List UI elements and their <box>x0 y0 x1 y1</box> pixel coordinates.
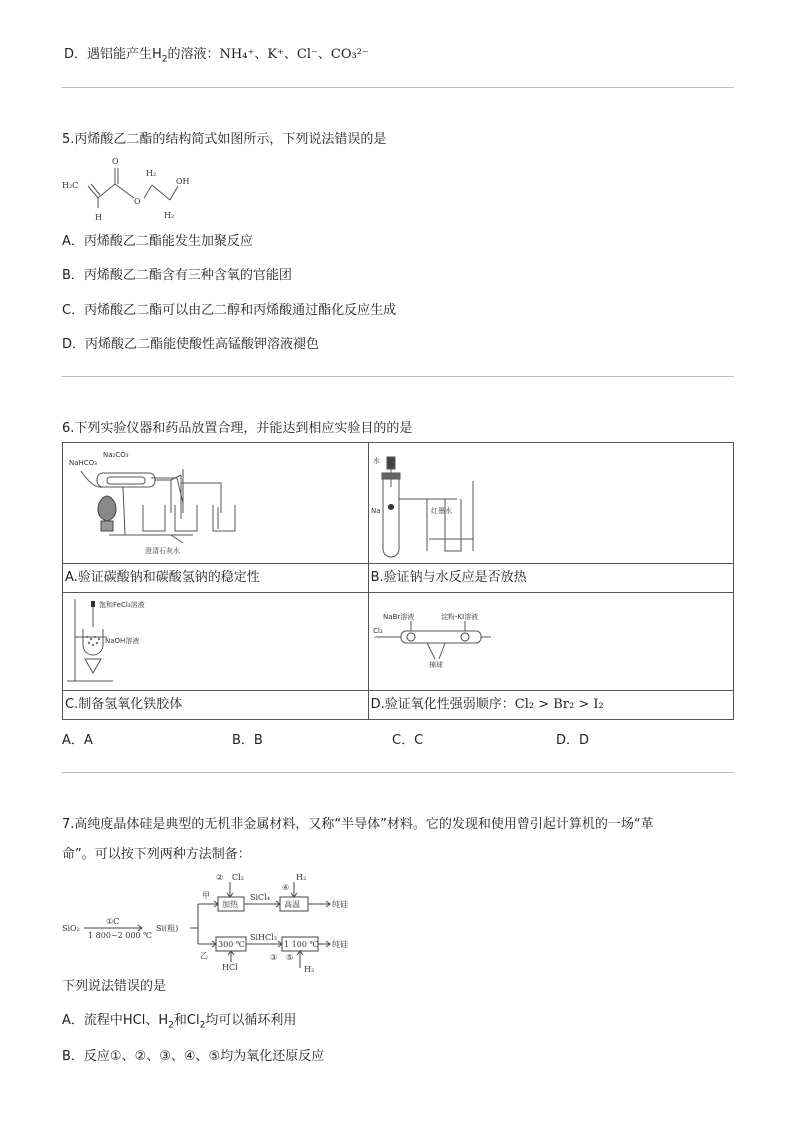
flow-yi: 乙 <box>200 951 208 960</box>
q7-prompt: 下列说法错误的是 <box>62 979 167 994</box>
flow-step5: ⑤ <box>286 953 294 962</box>
label-naoh: NaOH溶液 <box>105 637 140 645</box>
label-fecl3: 饱和FeCl₃溶液 <box>99 601 145 609</box>
label-ki: 淀粉-KI溶液 <box>440 613 478 621</box>
q5-option-d: D．丙烯酸乙二酯能使酸性高锰酸钾溶液褪色 <box>62 337 320 352</box>
q6-answer-a: A．A <box>62 733 93 748</box>
q7-stem-line1: 7.高纯度晶体硅是典型的无机非金属材料，又称“半导体”材料。它的发现和使用曾引起计算机的一场“革 <box>62 817 654 832</box>
flow-h2-b: H₂ <box>304 965 315 974</box>
struct-h: H <box>95 213 102 222</box>
struct-h2-bottom: H₂ <box>164 211 175 220</box>
flow-step4: ④ <box>282 883 290 892</box>
flow-h2-a: H₂ <box>296 873 307 882</box>
flow-high-temp: 高温 <box>284 900 300 909</box>
caption-d: D.验证氧化性强弱顺序：Cl₂ > Br₂ > I₂ <box>368 691 733 720</box>
q6-stem: 6.下列实验仪器和药品放置合理，并能达到相应实验目的的是 <box>62 421 413 436</box>
flow-hcl: HCl <box>222 963 238 972</box>
flow-temp1: 1 800~2 000 ℃ <box>88 931 152 940</box>
apparatus-a-diagram <box>63 443 369 563</box>
label-limewater: 澄清石灰水 <box>145 547 180 555</box>
flow-step2: ② <box>216 873 224 882</box>
struct-o-top: O <box>112 157 119 166</box>
flow-si-crude: Si(粗) <box>156 924 179 933</box>
label-na: Na <box>370 507 381 515</box>
apparatus-d-diagram <box>369 593 735 690</box>
struct-h2c: H₂C <box>62 181 79 190</box>
q7-flow-diagram <box>62 868 362 974</box>
cell-fig-a <box>63 443 369 564</box>
caption-b: B.验证钠与水反应是否放热 <box>368 564 733 593</box>
struct-h2-top: H₂ <box>146 169 157 178</box>
cell-fig-b <box>368 443 733 564</box>
q6-answer-b: B．B <box>232 733 263 748</box>
q5-structure-diagram <box>60 154 210 224</box>
q5-stem: 5.丙烯酸乙二酯的结构简式如图所示，下列说法错误的是 <box>62 132 387 147</box>
flow-t1100: 1 100 ℃ <box>284 940 319 949</box>
label-na2co3: Na₂CO₃ <box>103 451 129 459</box>
cell-fig-d <box>368 593 733 691</box>
q6-answer-d: D．D <box>556 733 590 748</box>
q5-option-b: B．丙烯酸乙二酯含有三种含氧的官能团 <box>62 268 292 283</box>
flow-jia: 甲 <box>202 891 210 900</box>
flow-sio2: SiO₂ <box>62 924 80 933</box>
divider <box>62 772 734 773</box>
flow-step3: ③ <box>270 953 278 962</box>
caption-a: A.验证碳酸钠和碳酸氢钠的稳定性 <box>63 564 369 593</box>
flow-step1: ①C <box>106 917 120 926</box>
label-cl2: Cl₂ <box>372 627 383 635</box>
flow-pure-si-a: 纯硅 <box>332 900 348 909</box>
q5-option-c: C．丙烯酸乙二酯可以由乙二醇和丙烯酸通过酯化反应生成 <box>62 303 397 318</box>
cell-fig-c <box>63 593 369 691</box>
q4-option-d: D．遇铝能产生$H_2$的溶液：NH₄⁺、K⁺、Cl⁻、CO₃²⁻ <box>64 47 369 65</box>
label-water: 水 <box>372 457 380 465</box>
apparatus-b-diagram <box>369 443 735 563</box>
q7-option-b: B．反应①、②、③、④、⑤均为氧化还原反应 <box>62 1049 325 1064</box>
struct-o-mid: O <box>134 197 141 206</box>
flow-pure-si-b: 纯硅 <box>332 940 348 949</box>
q5-option-a: A．丙烯酸乙二酯能发生加聚反应 <box>62 234 253 249</box>
label-ink: 红墨水 <box>430 507 452 515</box>
divider <box>62 87 734 88</box>
caption-c: C.制备氢氧化铁胶体 <box>63 691 369 720</box>
label-nahco3: NaHCO₃ <box>69 459 97 467</box>
flow-t300: 300 ℃ <box>218 940 245 949</box>
divider <box>62 376 734 377</box>
label-cotton: 棉球 <box>428 661 443 669</box>
flow-sihcl3: SiHCl₃ <box>250 933 277 942</box>
label-nabr: NaBr溶液 <box>382 613 414 621</box>
flow-sicl4: SiCl₄ <box>250 893 270 902</box>
q6-answer-c: C．C <box>392 733 424 748</box>
q7-stem-line2: 命”。可以按下列两种方法制备： <box>62 847 251 862</box>
q7-option-a: A．流程中HCl、$H_2$和$Cl_2$均可以循环利用 <box>62 1013 297 1031</box>
q6-apparatus-table <box>62 442 734 720</box>
flow-heat: 加热 <box>222 900 238 909</box>
flow-cl2: Cl₂ <box>232 873 244 882</box>
apparatus-c-diagram <box>63 593 369 690</box>
struct-oh: OH <box>176 177 190 186</box>
